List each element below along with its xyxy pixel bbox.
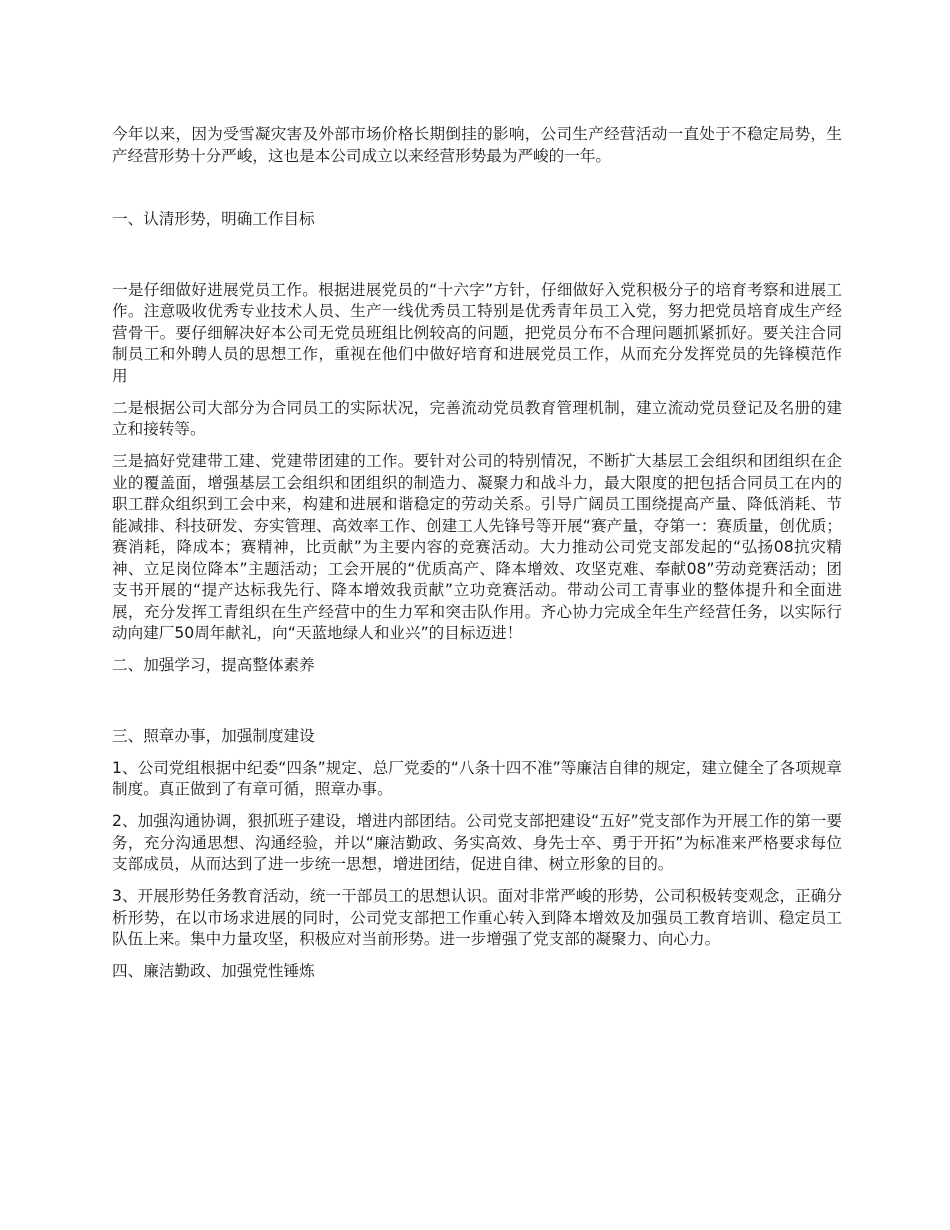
list-item-rules: 1、公司党组根据中纪委“四条”规定、总厂党委的“八条十四不准”等廉洁自律的规定，建立健全了各项规章制度。真正做到了有章可循，照章办事。	[112, 758, 842, 798]
section-heading-3: 三、照章办事，加强制度建设	[112, 726, 315, 745]
section-heading-1: 一、认清形势，明确工作目标	[112, 210, 315, 228]
paragraph-party-member-development: 一是仔细做好进展党员工作。根据进展党员的“十六字”方针，仔细做好入党积极分子的培育考察和进展工作。注意吸收优秀专业技术人员、生产一线优秀员工特别是优秀青年员工入党，努力把党员培育成生产经营骨干。要仔细解决好本公司无党员班组比例较高的问题，把党员分布不合理问题抓紧抓好。要关注合同制员工和外聘人员的思想工作，重视在他们中做好培育和进展党员工作，从而充分发挥党员的先锋模范作用	[112, 280, 842, 385]
section-heading-2: 二、加强学习，提高整体素养	[112, 656, 315, 674]
intro-paragraph: 今年以来，因为受雪凝灾害及外部市场价格长期倒挂的影响，公司生产经营活动一直处于不稳定局势，生产经营形势十分严峻，这也是本公司成立以来经营形势最为严峻的一年。	[112, 125, 842, 165]
paragraph-union-youth-league: 三是搞好党建带工建、党建带团建的工作。要针对公司的特别情况，不断扩大基层工会组织和团组织在企业的覆盖面，增强基层工会组织和团组织的制造力、凝聚力和战斗力，最大限度的把包括合同员工在内的职工群众组织到工会中来，构建和进展和谐稳定的劳动关系。引导广阔员工围绕提高产量、降低消耗、节能减排、科技研发、夯实管理、高效率工作、创建工人先锋号等开展“赛产量，夺第一：赛质量，创优质；赛消耗，降成本；赛精神，比贡献”为主要内容的竞赛活动。大力推动公司党支部发起的“弘扬08抗灾精神、立足岗位降本”主题活动；工会开展的“优质高产、降本增效、攻坚克难、奉献08”劳动竞赛活动；团支书开展的“提产达标我先行、降本增效我贡献”立功竞赛活动。带动公司工青事业的整体提升和全面进展，充分发挥工青组织在生产经营中的生力军和突击队作用。齐心协力完成全年生产经营任务，以实际行动向建厂50周年献礼，向“天蓝地绿人和业兴”的目标迈进！	[112, 452, 842, 642]
list-item-situation-education: 3、开展形势任务教育活动，统一干部员工的思想认识。面对非常严峻的形势，公司积极转变观念，正确分析形势，在以市场求进展的同时，公司党支部把工作重心转入到降本增效及加强员工教育培训、稳定员工队伍上来。集中力量攻坚，积极应对当前形势。进一步增强了党支部的凝聚力、向心力。	[112, 887, 842, 948]
list-item-communication: 2、加强沟通协调，狠抓班子建设，增进内部团结。公司党支部把建设“五好”党支部作为开展工作的第一要务，充分沟通思想、沟通经验，并以“廉洁勤政、务实高效、身先士卒、勇于开拓”为标准来严格要求每位支部成员，从而达到了进一步统一思想，增进团结，促进自律、树立形象的目的。	[112, 812, 842, 873]
section-heading-4: 四、廉洁勤政、加强党性锤炼	[112, 962, 315, 980]
paragraph-mobile-party-members: 二是根据公司大部分为合同员工的实际状况，完善流动党员教育管理机制，建立流动党员登记及名册的建立和接转等。	[112, 398, 842, 438]
document-body	[112, 124, 842, 993]
